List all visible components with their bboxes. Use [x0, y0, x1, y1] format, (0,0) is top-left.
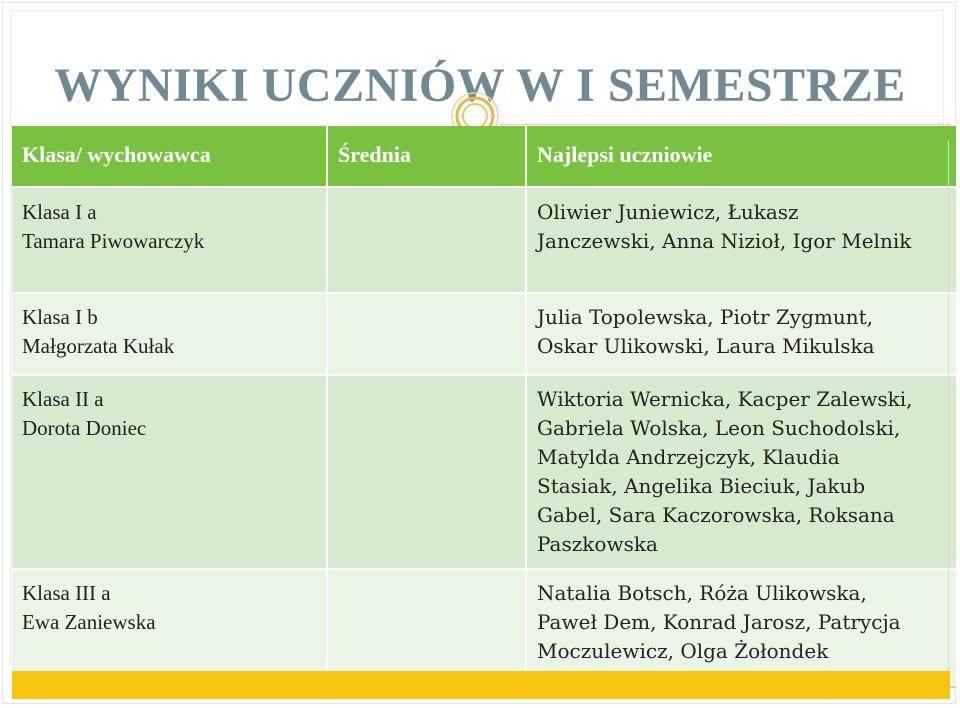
- teacher-name: Ewa Zaniewska: [22, 610, 156, 634]
- header-best-students: Najlepsi uczniowie: [526, 126, 956, 187]
- best-students-cell: [526, 569, 956, 685]
- table-row: [12, 569, 956, 685]
- students-line: Stasiak, Angelika Bieciuk, Jakub: [537, 474, 866, 498]
- average-cell: [327, 375, 526, 569]
- class-teacher-cell: [12, 375, 327, 569]
- best-students-cell: [526, 375, 956, 569]
- students-line: Moczulewicz, Olga Żołondek: [537, 639, 829, 663]
- table-row: [12, 187, 956, 293]
- students-line: Paweł Dem, Konrad Jarosz, Patrycja: [537, 610, 901, 634]
- average-cell: [327, 187, 526, 293]
- class-name: Klasa I b: [22, 305, 98, 329]
- teacher-name: Małgorzata Kułak: [22, 334, 175, 358]
- bottom-accent-band: [12, 671, 950, 699]
- slide-title: WYNIKI UCZNIÓW W I SEMESTRZE: [54, 59, 906, 112]
- students-line: Matylda Andrzejczyk, Klaudia: [537, 445, 840, 469]
- best-students-cell: [526, 187, 956, 293]
- decorative-dotted-line: [500, 124, 950, 125]
- class-name: Klasa III a: [22, 581, 111, 605]
- decorative-rule: [948, 140, 949, 671]
- results-table-container: [12, 126, 956, 688]
- table-header-row: [12, 126, 956, 187]
- teacher-name: Tamara Piwowarczyk: [22, 229, 205, 253]
- best-students-cell: [526, 293, 956, 375]
- table-row: [12, 293, 956, 375]
- students-line: Janczewski, Anna Nizioł, Igor Melnik: [537, 229, 912, 253]
- students-line: Gabriela Wolska, Leon Suchodolski,: [537, 416, 901, 440]
- students-line: Oskar Ulikowski, Laura Mikulska: [537, 334, 875, 358]
- results-table: [12, 126, 956, 686]
- class-teacher-cell: [12, 569, 327, 685]
- students-line: Gabel, Sara Kaczorowska, Roksana: [537, 503, 895, 527]
- students-line: Oliwier Juniewicz, Łukasz: [537, 200, 799, 224]
- class-teacher-cell: [12, 187, 327, 293]
- students-line: Paszkowska: [537, 532, 658, 556]
- average-cell: [327, 569, 526, 685]
- table-row: [12, 375, 956, 569]
- students-line: Julia Topolewska, Piotr Zygmunt,: [537, 305, 873, 329]
- students-line: Natalia Botsch, Róża Ulikowska,: [537, 581, 867, 605]
- students-line: Wiktoria Wernicka, Kacper Zalewski,: [537, 387, 913, 411]
- header-class-teacher: Klasa/ wychowawca: [12, 126, 327, 187]
- class-teacher-cell: [12, 293, 327, 375]
- average-cell: [327, 293, 526, 375]
- teacher-name: Dorota Doniec: [22, 416, 147, 440]
- header-average: Średnia: [327, 126, 526, 187]
- class-name: Klasa I a: [22, 200, 97, 224]
- class-name: Klasa II a: [22, 387, 104, 411]
